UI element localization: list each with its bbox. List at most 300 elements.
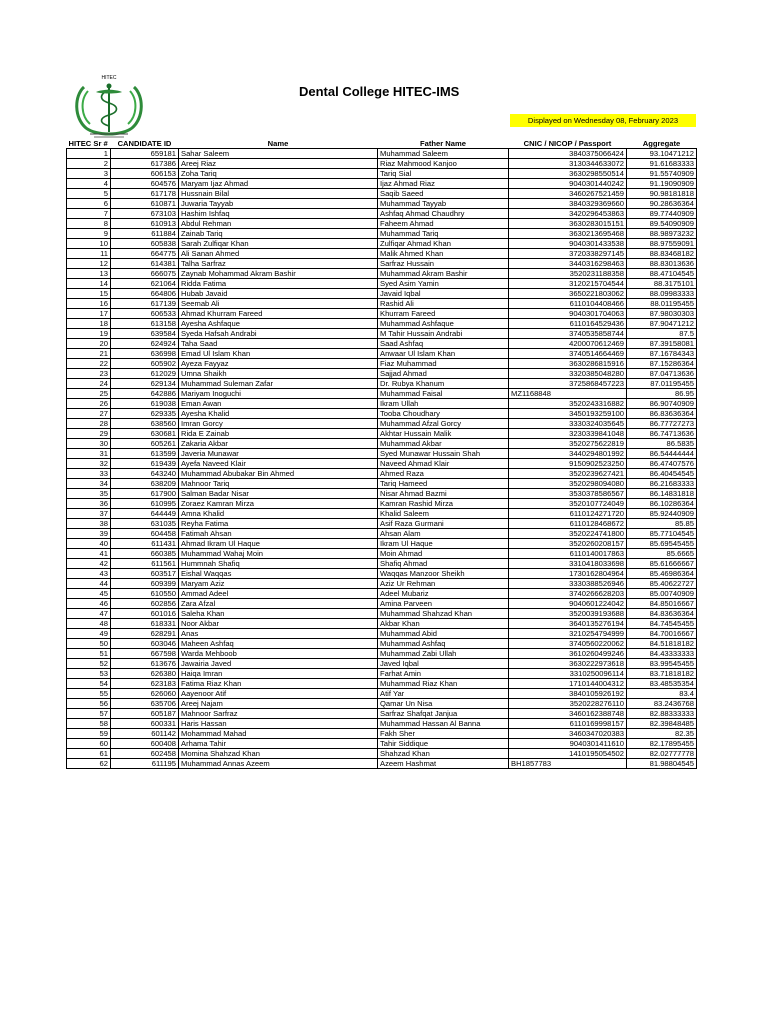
table-row [67,649,697,659]
cell-aggregate: 85.77104545 [627,529,697,539]
cell-father-name: Zulfiqar Ahmad Khan [378,239,509,249]
cell-father-name: Adeel Mubariz [378,589,509,599]
table-row [67,379,697,389]
col-header-name: Name [267,139,289,148]
cell-cnic: 3450193259100 [509,409,627,419]
cell-candidate-id: 610995 [111,499,179,509]
cell-father-name: Ijaz Ahmad Riaz [378,179,509,189]
cell-cnic: 3440294801992 [509,449,627,459]
cell-name: Areej Najam [179,699,378,709]
cell-cnic: 3630213695468 [509,229,627,239]
cell-sr: 44 [67,579,111,589]
cell-father-name: Sarfraz Hussain [378,259,509,269]
cell-candidate-id: 605838 [111,239,179,249]
cell-father-name: Shahzad Khan [378,749,509,759]
table-row [67,169,697,179]
cell-name: Mahnoor Sarfraz [179,709,378,719]
cell-cnic: 3520298094080 [509,479,627,489]
cell-candidate-id: 611561 [111,559,179,569]
cell-cnic: 3520107724049 [509,499,627,509]
table-row [67,509,697,519]
table-row [67,609,697,619]
cell-name: Syeda Hafsah Andrabi [179,329,378,339]
cell-candidate-id: 612029 [111,369,179,379]
cell-candidate-id: 604458 [111,529,179,539]
cell-cnic: 1710144004312 [509,679,627,689]
cell-candidate-id: 613676 [111,659,179,669]
cell-cnic: 3840105926192 [509,689,627,699]
cell-aggregate: 86.77727273 [627,419,697,429]
cell-sr: 57 [67,709,111,719]
cell-cnic: 3740535858744 [509,329,627,339]
cell-name: Emad Ul Islam Khan [179,349,378,359]
cell-cnic: 3520239627421 [509,469,627,479]
table-row [67,739,697,749]
cell-candidate-id: 629134 [111,379,179,389]
cell-father-name: Muhammad Afzal Gorcy [378,419,509,429]
cell-father-name: Qamar Un Nisa [378,699,509,709]
cell-candidate-id: 623183 [111,679,179,689]
cell-aggregate: 88.83013636 [627,259,697,269]
table-row [67,519,697,529]
table-row [67,389,697,399]
table-row [67,489,697,499]
cell-father-name: Azeem Hashmat [378,759,509,769]
cell-candidate-id: 621064 [111,279,179,289]
cell-name: Jawairia Javed [179,659,378,669]
cell-name: Ahmad Khurram Fareed [179,309,378,319]
cell-father-name: Anwaar Ul Islam Khan [378,349,509,359]
table-row [67,279,697,289]
cell-father-name: Muhammad Ashfaque [378,319,509,329]
display-date-banner: Displayed on Wednesday 08, February 2023 [510,114,696,127]
cell-name: Maryam Ijaz Ahmad [179,179,378,189]
cell-aggregate: 82.39848485 [627,719,697,729]
cell-name: Muhammad Abubakar Bin Ahmed [179,469,378,479]
cell-father-name: M Tahir Hussain Andrabi [378,329,509,339]
cell-cnic: 3640135276194 [509,619,627,629]
cell-aggregate: 84.83636364 [627,609,697,619]
cell-cnic: 3740560220062 [509,639,627,649]
cell-name: Anas [179,629,378,639]
cell-aggregate: 86.83636364 [627,409,697,419]
table-row [67,339,697,349]
cell-cnic: 3330324035645 [509,419,627,429]
cell-sr: 38 [67,519,111,529]
cell-father-name: Waqqas Manzoor Sheikh [378,569,509,579]
cell-sr: 21 [67,349,111,359]
cell-sr: 45 [67,589,111,599]
cell-name: Zoha Tariq [179,169,378,179]
table-row [67,669,697,679]
cell-sr: 5 [67,189,111,199]
cell-sr: 60 [67,739,111,749]
cell-father-name: Ashfaq Ahmad Chaudhry [378,209,509,219]
cell-cnic: 6110169998157 [509,719,627,729]
cell-aggregate: 86.90740909 [627,399,697,409]
cell-father-name: Tahir Siddique [378,739,509,749]
cell-cnic: 6110104408466 [509,299,627,309]
cell-aggregate: 87.90471212 [627,319,697,329]
cell-father-name: Muhammad Riaz Khan [378,679,509,689]
cell-name: Momina Shahzad Khan [179,749,378,759]
cell-sr: 1 [67,149,111,159]
table-row [67,259,697,269]
cell-aggregate: 84.70016667 [627,629,697,639]
table-row [67,539,697,549]
table-row [67,459,697,469]
cell-cnic: 3520228276110 [509,699,627,709]
cell-sr: 29 [67,429,111,439]
cell-cnic: 3630298550514 [509,169,627,179]
cell-name: Hashim Ishfaq [179,209,378,219]
cell-name: Zoraez Kamran Mirza [179,499,378,509]
cell-name: Ammad Adeel [179,589,378,599]
cell-father-name: Tariq Sial [378,169,509,179]
cell-cnic: 3520275622819 [509,439,627,449]
cell-sr: 10 [67,239,111,249]
cell-sr: 35 [67,489,111,499]
cell-candidate-id: 638209 [111,479,179,489]
cell-candidate-id: 602458 [111,749,179,759]
cell-father-name: Sarfraz Shafqat Janjua [378,709,509,719]
table-row [67,549,697,559]
cell-father-name: Syed Asim Yamin [378,279,509,289]
cell-father-name: Javed Iqbal [378,659,509,669]
cell-cnic: 3520260208157 [509,539,627,549]
cell-name: Eman Awan [179,399,378,409]
cell-candidate-id: 617139 [111,299,179,309]
cell-father-name: Tariq Hameed [378,479,509,489]
cell-name: Zara Afzal [179,599,378,609]
cell-father-name: Ikram Ul Haque [378,539,509,549]
cell-candidate-id: 664806 [111,289,179,299]
cell-sr: 20 [67,339,111,349]
cell-cnic: 3310250096114 [509,669,627,679]
cell-candidate-id: 642886 [111,389,179,399]
cell-father-name: Aziz Ur Rehman [378,579,509,589]
cell-cnic: 3320385048280 [509,369,627,379]
cell-cnic: MZ1168848 [509,389,627,399]
cell-aggregate: 81.98804545 [627,759,697,769]
cell-candidate-id: 619439 [111,459,179,469]
cell-father-name: Muhammad Saleem [378,149,509,159]
cell-cnic: 9040301704063 [509,309,627,319]
cell-aggregate: 87.5 [627,329,697,339]
cell-candidate-id: 636998 [111,349,179,359]
cell-sr: 53 [67,669,111,679]
cell-sr: 8 [67,219,111,229]
cell-cnic: 3610260499246 [509,649,627,659]
cell-aggregate: 87.01195455 [627,379,697,389]
table-row [67,759,697,769]
cell-name: Ahmad Ikram Ul Haque [179,539,378,549]
table-row [67,219,697,229]
cell-sr: 47 [67,609,111,619]
cell-aggregate: 87.98030303 [627,309,697,319]
cell-name: Haiqa Imran [179,669,378,679]
hitec-logo [66,72,152,142]
table-row [67,209,697,219]
cell-sr: 33 [67,469,111,479]
cell-cnic: 3840375066424 [509,149,627,159]
cell-father-name: Muhammad Hassan Al Banna [378,719,509,729]
table-row [67,429,697,439]
cell-candidate-id: 613158 [111,319,179,329]
cell-sr: 52 [67,659,111,669]
cell-name: Mohammad Mahad [179,729,378,739]
cell-aggregate: 86.74713636 [627,429,697,439]
cell-cnic: 3310418033698 [509,559,627,569]
merit-list-table [66,139,697,769]
cell-sr: 23 [67,369,111,379]
cell-cnic: 3520231188358 [509,269,627,279]
table-row [67,319,697,329]
table-row [67,569,697,579]
cell-name: Saleha Khan [179,609,378,619]
cell-father-name: Naveed Ahmad Klair [378,459,509,469]
cell-father-name: Muhammad Ashfaq [378,639,509,649]
cell-aggregate: 83.2436768 [627,699,697,709]
cell-father-name: Fakh Sher [378,729,509,739]
cell-aggregate: 88.09983333 [627,289,697,299]
cell-aggregate: 91.55740909 [627,169,697,179]
cell-father-name: Atif Yar [378,689,509,699]
cell-father-name: Muhammad Akram Bashir [378,269,509,279]
table-row [67,269,697,279]
cell-candidate-id: 639584 [111,329,179,339]
table-row [67,639,697,649]
cell-name: Juwaria Tayyab [179,199,378,209]
cell-sr: 16 [67,299,111,309]
cell-aggregate: 88.83468182 [627,249,697,259]
table-row [67,199,697,209]
table-row [67,399,697,409]
cell-sr: 27 [67,409,111,419]
cell-aggregate: 85.6665 [627,549,697,559]
cell-father-name: Dr. Rubya Khanum [378,379,509,389]
table-row [67,179,697,189]
cell-aggregate: 85.92440909 [627,509,697,519]
cell-aggregate: 84.85016667 [627,599,697,609]
table-body [67,149,697,769]
cell-candidate-id: 600408 [111,739,179,749]
cell-father-name: Fiaz Muhammad [378,359,509,369]
cell-aggregate: 82.02777778 [627,749,697,759]
cell-candidate-id: 611431 [111,539,179,549]
table-row [67,309,697,319]
cell-sr: 25 [67,389,111,399]
cell-candidate-id: 617900 [111,489,179,499]
cell-sr: 56 [67,699,111,709]
cell-cnic: 3520039193688 [509,609,627,619]
table-row [67,499,697,509]
cell-name: Haris Hassan [179,719,378,729]
cell-sr: 40 [67,539,111,549]
cell-father-name: Ahsan Alam [378,529,509,539]
cell-aggregate: 89.77440909 [627,209,697,219]
table-header-row [67,139,697,149]
cell-father-name: Saqib Saeed [378,189,509,199]
cell-sr: 17 [67,309,111,319]
cell-name: Warda Mehboob [179,649,378,659]
cell-sr: 39 [67,529,111,539]
cell-aggregate: 87.04713636 [627,369,697,379]
table-row [67,699,697,709]
cell-aggregate: 83.99545455 [627,659,697,669]
cell-aggregate: 88.01195455 [627,299,697,309]
cell-name: Areej Riaz [179,159,378,169]
table-row [67,189,697,199]
cell-sr: 19 [67,329,111,339]
cell-name: Muhammad Suleman Zafar [179,379,378,389]
cell-aggregate: 86.14831818 [627,489,697,499]
cell-candidate-id: 614381 [111,259,179,269]
cell-cnic: 4200070612469 [509,339,627,349]
cell-aggregate: 84.74545455 [627,619,697,629]
cell-father-name: Khurram Fareed [378,309,509,319]
cell-aggregate: 88.47104545 [627,269,697,279]
cell-sr: 9 [67,229,111,239]
cell-aggregate: 85.69545455 [627,539,697,549]
cell-cnic: 1410195054502 [509,749,627,759]
cell-name: Taha Saad [179,339,378,349]
cell-father-name: Ahmed Raza [378,469,509,479]
cell-candidate-id: 602856 [111,599,179,609]
cell-cnic: 9040601224042 [509,599,627,609]
cell-father-name: Muhammad Faisal [378,389,509,399]
cell-aggregate: 84.51818182 [627,639,697,649]
cell-candidate-id: 610871 [111,199,179,209]
table-row [67,239,697,249]
table-row [67,439,697,449]
cell-father-name: Saad Ashfaq [378,339,509,349]
cell-name: Arhama Tahir [179,739,378,749]
cell-father-name: Amina Parveen [378,599,509,609]
cell-sr: 4 [67,179,111,189]
cell-name: Ayesha Khalid [179,409,378,419]
cell-sr: 6 [67,199,111,209]
cell-candidate-id: 604576 [111,179,179,189]
cell-aggregate: 83.4 [627,689,697,699]
cell-aggregate: 86.47407576 [627,459,697,469]
col-header-aggregate: Aggregate [642,139,681,148]
cell-cnic: 3440316298463 [509,259,627,269]
cell-name: Talha Sarfraz [179,259,378,269]
cell-cnic: 3840329369660 [509,199,627,209]
cell-sr: 42 [67,559,111,569]
cell-candidate-id: 617178 [111,189,179,199]
col-header-sr: HITEC Sr # [68,139,108,148]
cell-candidate-id: 626060 [111,689,179,699]
cell-cnic: 6110164529436 [509,319,627,329]
cell-father-name: Riaz Mahmood Kanjoo [378,159,509,169]
cell-aggregate: 82.88333333 [627,709,697,719]
cell-cnic: 3740514664469 [509,349,627,359]
cell-aggregate: 90.98181818 [627,189,697,199]
cell-name: Maryam Aziz [179,579,378,589]
cell-father-name: Farhat Amin [378,669,509,679]
cell-cnic: 3630286815916 [509,359,627,369]
cell-sr: 13 [67,269,111,279]
cell-name: Ayesha Ashfaque [179,319,378,329]
table-row [67,359,697,369]
cell-father-name: Asif Raza Gurmani [378,519,509,529]
cell-aggregate: 88.3175101 [627,279,697,289]
cell-father-name: Akbar Khan [378,619,509,629]
cell-candidate-id: 659181 [111,149,179,159]
cell-cnic: 9040301411610 [509,739,627,749]
cell-sr: 62 [67,759,111,769]
cell-cnic: 6110124271720 [509,509,627,519]
cell-name: Amna Khalid [179,509,378,519]
table-row [67,229,697,239]
cell-candidate-id: 629335 [111,409,179,419]
cell-sr: 18 [67,319,111,329]
cell-candidate-id: 644449 [111,509,179,519]
cell-cnic: 3460347020383 [509,729,627,739]
cell-aggregate: 83.48535354 [627,679,697,689]
cell-aggregate: 87.39158081 [627,339,697,349]
cell-candidate-id: 610550 [111,589,179,599]
table-row [67,299,697,309]
cell-cnic: 3520224741800 [509,529,627,539]
cell-name: Ayefa Naveed Klair [179,459,378,469]
table-row [67,469,697,479]
cell-father-name: Nisar Ahmad Bazmi [378,489,509,499]
table-row [67,249,697,259]
table-row [67,449,697,459]
cell-cnic: 3420296453863 [509,209,627,219]
cell-sr: 36 [67,499,111,509]
cell-candidate-id: 626380 [111,669,179,679]
cell-cnic: 3230339841048 [509,429,627,439]
cell-father-name: Muhammad Tariq [378,229,509,239]
cell-sr: 50 [67,639,111,649]
cell-father-name: Sajjad Ahmad [378,369,509,379]
cell-sr: 37 [67,509,111,519]
cell-candidate-id: 611195 [111,759,179,769]
cell-sr: 43 [67,569,111,579]
cell-name: Sahar Saleem [179,149,378,159]
cell-sr: 7 [67,209,111,219]
table-row [67,619,697,629]
cell-name: Muhammad Annas Azeem [179,759,378,769]
cell-aggregate: 85.00740909 [627,589,697,599]
cell-aggregate: 86.40454545 [627,469,697,479]
cell-candidate-id: 600331 [111,719,179,729]
cell-sr: 22 [67,359,111,369]
cell-sr: 58 [67,719,111,729]
table-row [67,719,697,729]
cell-aggregate: 86.21683333 [627,479,697,489]
logo-text: HITEC [101,75,117,81]
cell-candidate-id: 619038 [111,399,179,409]
cell-father-name: Ikram Ullah [378,399,509,409]
cell-sr: 48 [67,619,111,629]
cell-aggregate: 86.10286364 [627,499,697,509]
cell-father-name: Shafiq Ahmad [378,559,509,569]
cell-candidate-id: 643240 [111,469,179,479]
table-row [67,289,697,299]
cell-name: Aayenoor Atif [179,689,378,699]
cell-candidate-id: 617386 [111,159,179,169]
cell-sr: 34 [67,479,111,489]
table-row [67,709,697,719]
table-row [67,409,697,419]
cell-sr: 49 [67,629,111,639]
table-row [67,589,697,599]
